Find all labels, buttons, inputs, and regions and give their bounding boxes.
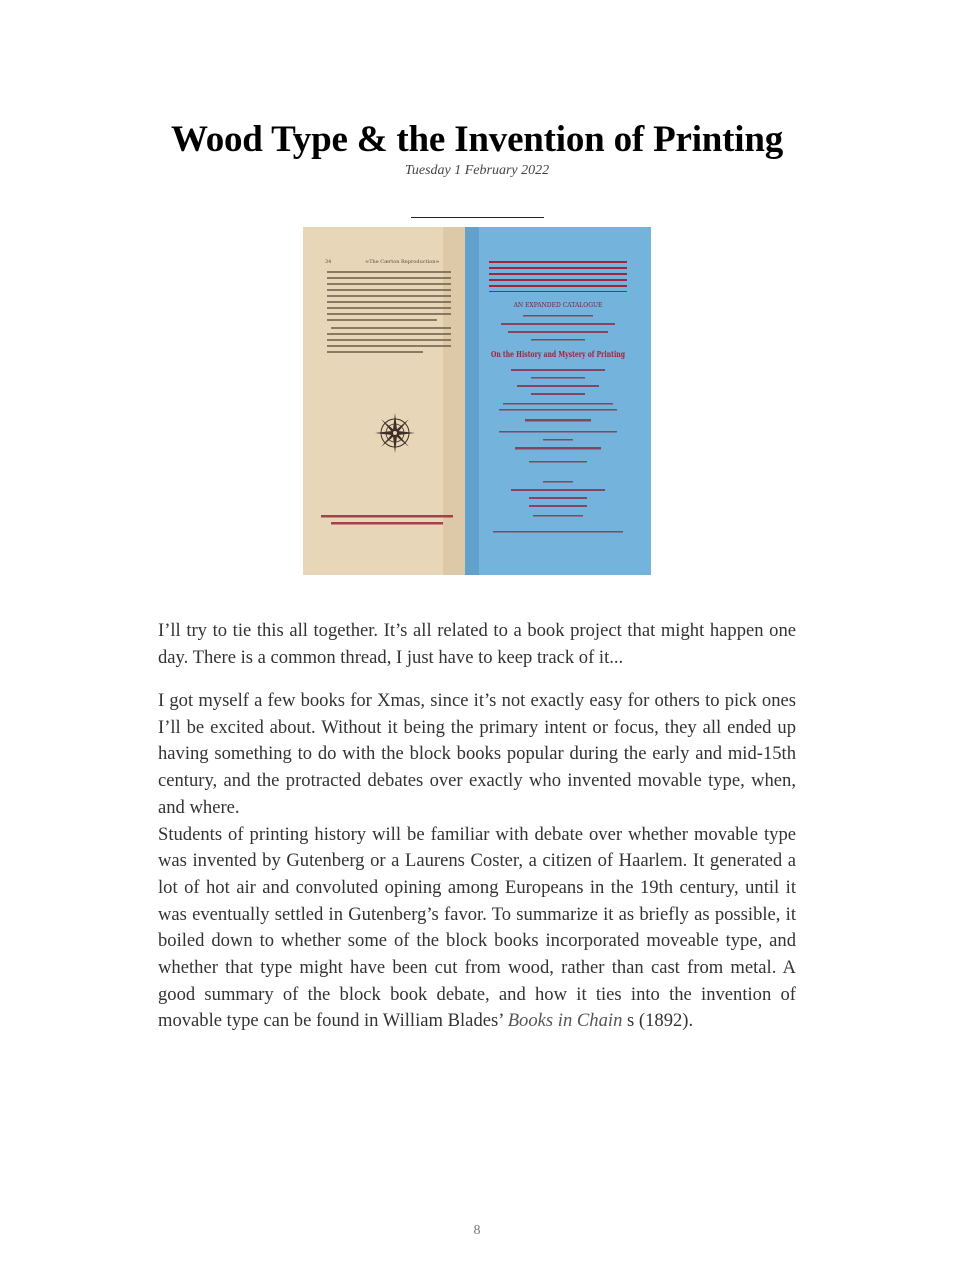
- page-number: 8: [473, 1223, 481, 1238]
- article-date: Tuesday 1 February 2022: [404, 163, 550, 178]
- left-page-number: 34: [325, 259, 332, 265]
- book-title-link[interactable]: Books in Chain: [507, 1010, 623, 1032]
- book-photo-icon: [303, 227, 651, 575]
- divider-rule: [411, 217, 544, 218]
- book-photo: [303, 227, 651, 575]
- left-page-header: ≈The Cærton Reproduction≈: [365, 259, 440, 265]
- paragraph-main-part2: Students of printing history will be familiar with debate over whether movable type was invented by Gutenberg or a Laurens Coster, a citizen of Haarlem. It generated a lot of hot air and convoluted opining among Europeans in the 19th century, until it was eventually settled in Gutenberg’s favor. To summarize it as briefly as possible, it boiled down to whether some of the block books incorporated moveable type, and whether that type might have been cut from wood, rather than cast from metal. A good summary of the block book debate, and how it ties into the invention of movable type can be found in William Blades’: [158, 823, 796, 1032]
- article-title: Wood Type & the Invention of Printing: [170, 119, 784, 160]
- right-title-sub: AN EXPANDED CATALOGUE: [513, 302, 603, 309]
- paragraph-intro: I’ll try to tie this all together. It’s all related to a book project that might happen one day. There is a common thread, I just have to keep track of it...: [158, 620, 796, 668]
- paragraph-main: [158, 688, 796, 1035]
- paragraph-main-part1: I got myself a few books for Xmas, since it’s not exactly easy for others to pick ones I’ll be excited about. Without it being the primary intent or focus, they all ended up having something to do with the block books popular during the early and mid-15th century, and the protracted debates over exactly who invented movable type, when, and where.: [158, 690, 796, 818]
- compass-ornament: [375, 413, 415, 453]
- paragraph-main-end: s (1892).: [627, 1010, 694, 1032]
- right-title-main: On the History and Mystery of Printing: [491, 350, 626, 360]
